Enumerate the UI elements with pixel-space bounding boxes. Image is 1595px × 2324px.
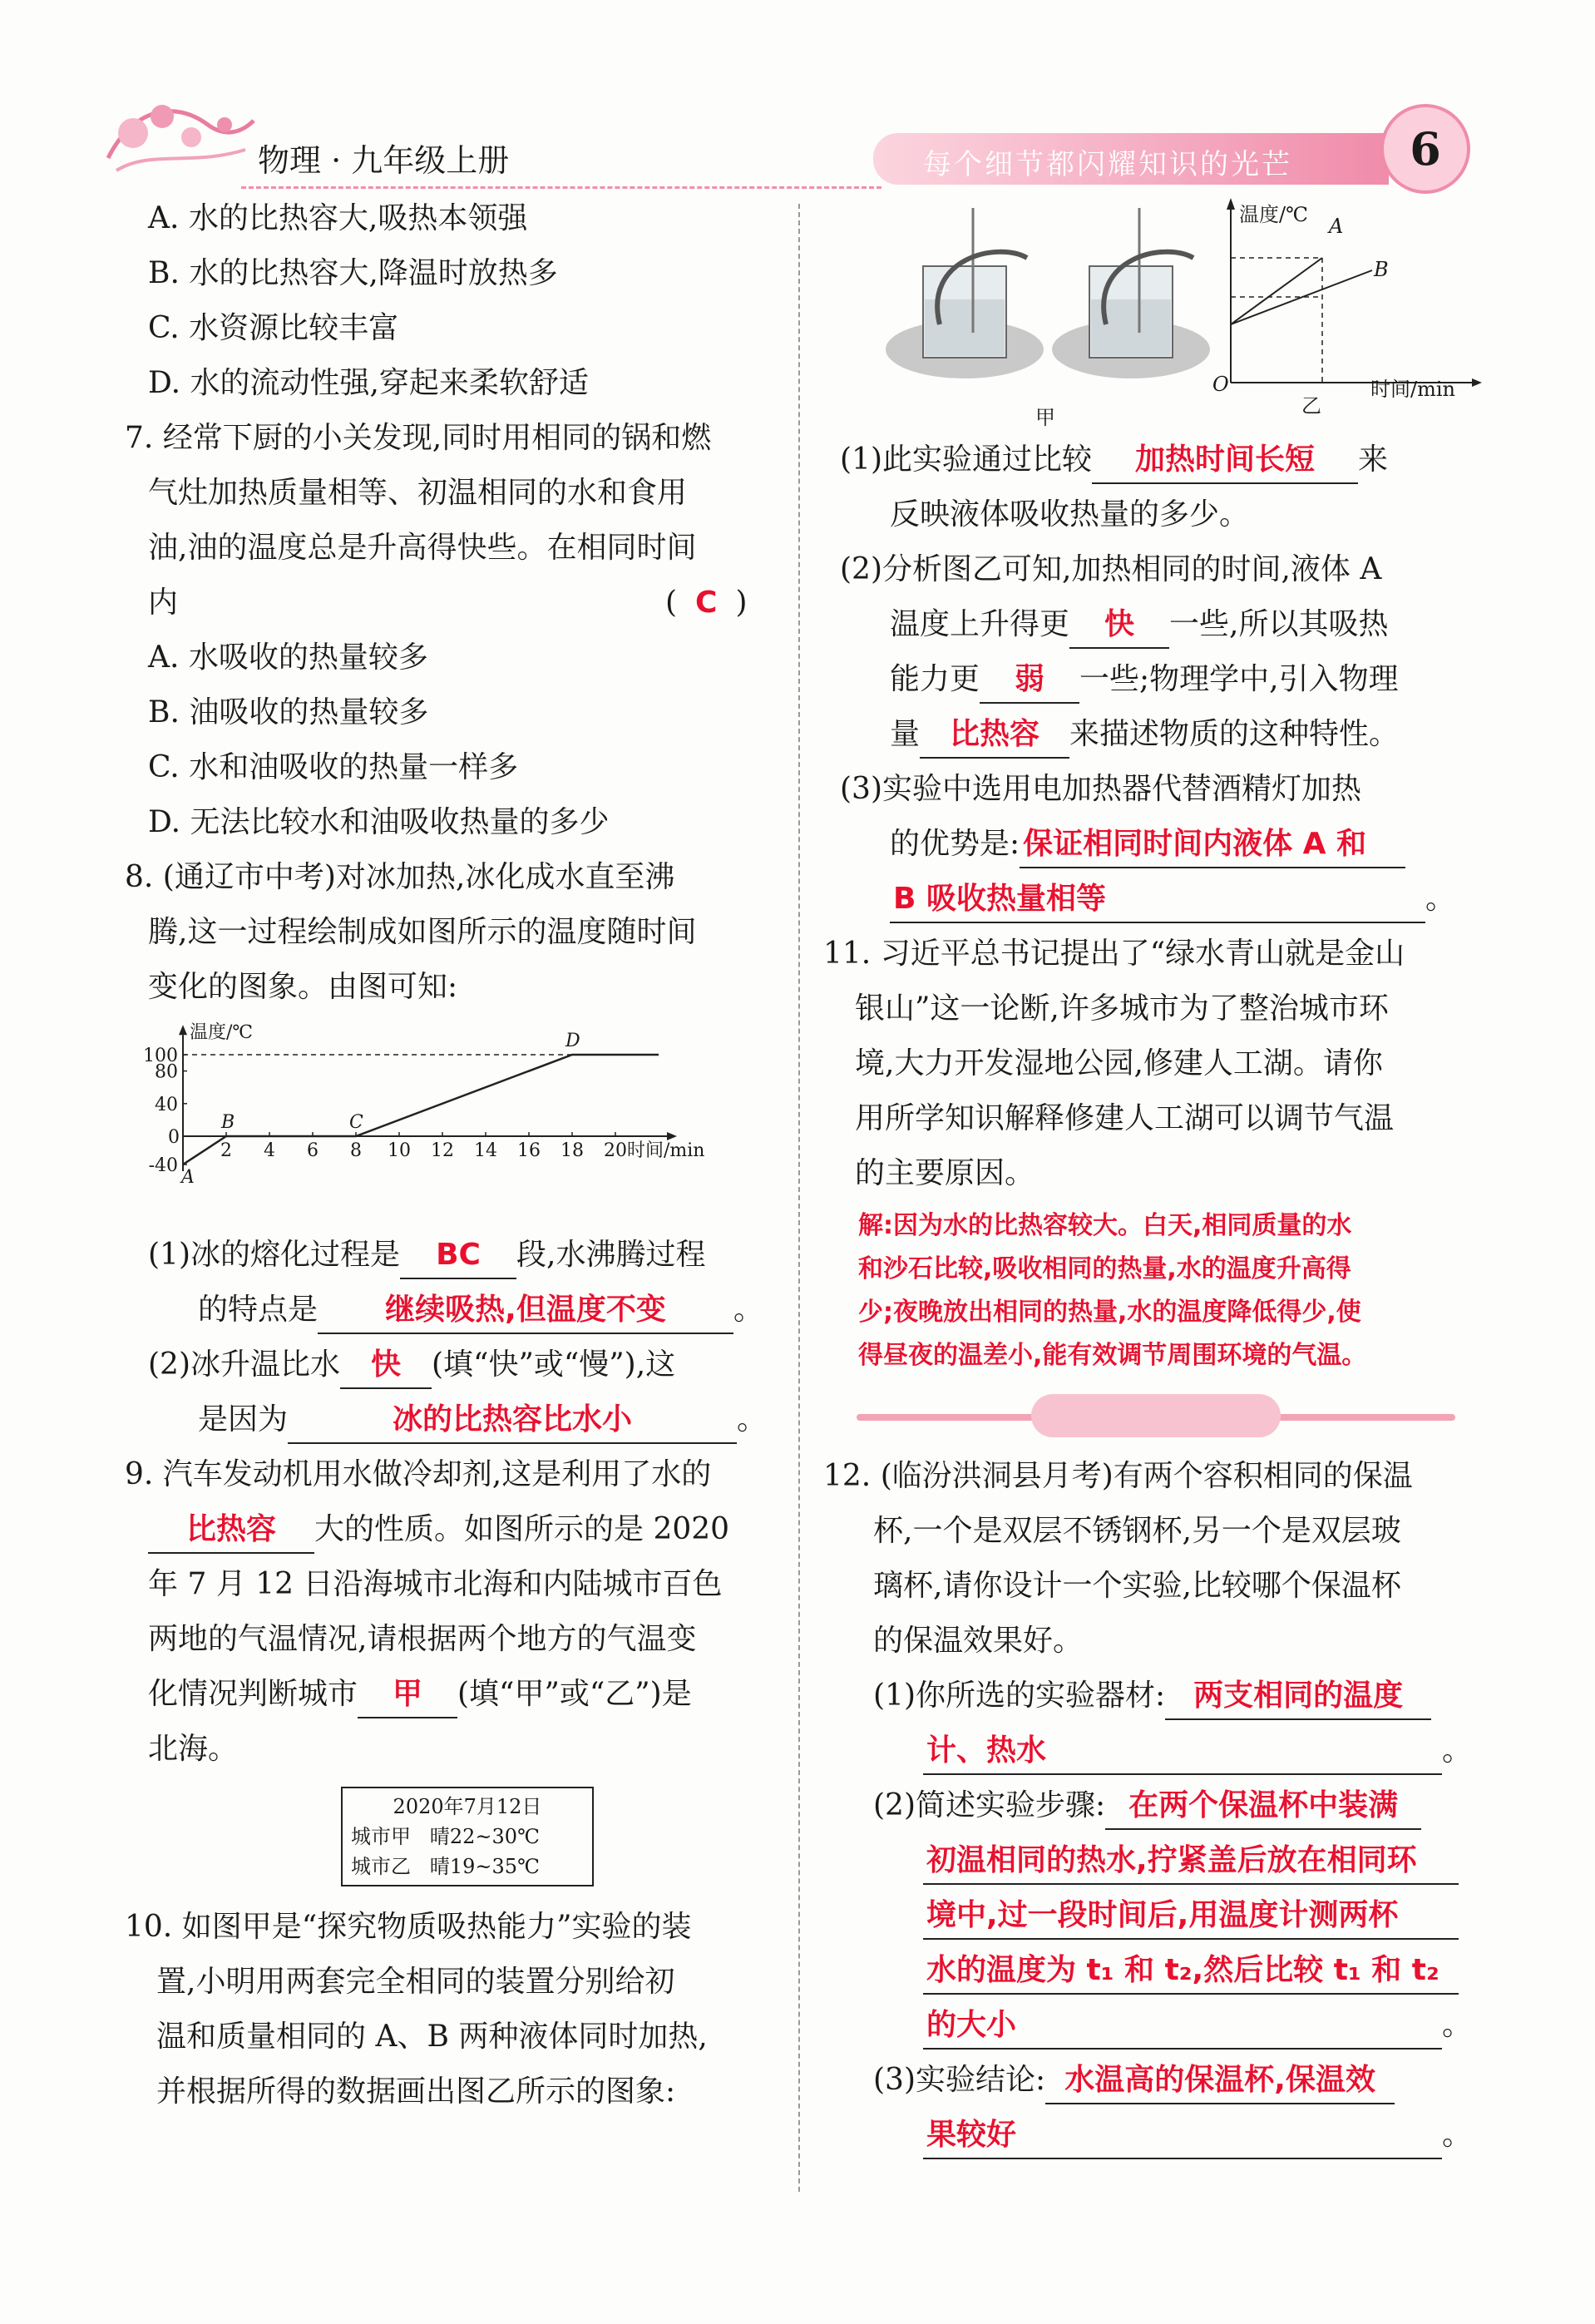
q9-line-4: 两地的气温情况,请根据两个地方的气温变 xyxy=(148,1622,697,1656)
q8-sub2-line1 xyxy=(125,1338,773,1392)
section-header-pill xyxy=(1031,1394,1281,1437)
q12-sub3-line2 xyxy=(823,2108,1489,2163)
q12-line-1: 12. (临汾洪洞县月考)有两个容积相同的保温 xyxy=(823,1459,1413,1493)
q10-sub2-line4 xyxy=(823,707,1489,762)
q10-sub2-text-g: 来描述物质的这种特性。 xyxy=(1069,717,1400,751)
q12-sub1-end: 。 xyxy=(1442,1733,1473,1768)
q11-answer-line-1: 解:因为水的比热容较大。白天,相同质量的水 xyxy=(858,1211,1352,1240)
q10-sub1-text-b: 来 xyxy=(1358,443,1389,477)
q9-text-5b: (填“甲”或“乙”)是 xyxy=(457,1677,692,1711)
q10-sub2-text-d: 能力更 xyxy=(890,662,980,696)
q12-sub2-answer-3: 境中,过一段时间后,用温度计测两杯 xyxy=(923,1893,1459,1940)
figure-label-jia: 甲 xyxy=(1035,406,1055,429)
x-tick-label: 4 xyxy=(264,1140,275,1161)
q10-line-2: 置,小明用两套完全相同的装置分别给初 xyxy=(156,1965,675,1999)
x-tick-label: 2 xyxy=(220,1140,232,1161)
q12-sub2-line3 xyxy=(823,1888,1489,1943)
q10-sub2-answer-1: 快 xyxy=(1069,602,1169,649)
q12-sub2-line1 xyxy=(823,1778,1489,1833)
apparatus-illustration xyxy=(881,208,1231,399)
x-tick-label: 8 xyxy=(350,1140,362,1161)
header-book-title: 物理 · 九年级上册 xyxy=(258,142,510,179)
q7-bracket-open: ( xyxy=(665,586,678,620)
q10-sub2-line2 xyxy=(823,597,1489,652)
q9-text-2: 大的性质。如图所示的是 2020 xyxy=(314,1512,730,1546)
q12-sub2-text-a: (2)简述实验步骤: xyxy=(873,1788,1106,1822)
q9-table-title: 2020年7月12日 xyxy=(393,1795,542,1818)
q8-sub2-text-a: (2)冰升温比水 xyxy=(148,1347,340,1382)
q7-line-1: 7. 经常下厨的小关发现,同时用相同的锅和燃 xyxy=(125,421,712,455)
q10-sub2-answer-3: 比热容 xyxy=(920,712,1069,759)
y-axis-label: 温度/℃ xyxy=(190,1022,254,1044)
q8-sub1-text-a: (1)冰的熔化过程是 xyxy=(148,1238,400,1272)
q11-line-4: 用所学知识解释修建人工湖可以调节气温 xyxy=(855,1101,1395,1135)
q10-sub1-line1 xyxy=(823,433,1489,487)
q12-sub3-answer-2: 果较好 xyxy=(923,2113,1442,2159)
column-divider xyxy=(798,204,800,2192)
q8-line-2: 腾,这一过程绘制成如图所示的温度随时间 xyxy=(148,915,697,949)
q12-line-3: 璃杯,请你设计一个实验,比较哪个保温杯 xyxy=(873,1569,1401,1603)
q9-line-6: 北海。 xyxy=(148,1732,239,1766)
q9-table-row-2: 城市乙 晴19~35℃ xyxy=(351,1855,540,1878)
q8-sub1-answer2: 继续吸热,但温度不变 xyxy=(318,1288,733,1334)
q6-option-b: B. 水的比热容大,降温时放热多 xyxy=(148,256,558,290)
q9-line-3: 年 7 月 12 日沿海城市北海和内陆城市百色 xyxy=(148,1567,723,1601)
point-label-b: B xyxy=(221,1112,235,1133)
q7-line-4 xyxy=(125,576,773,630)
q7-option-c: C. 水和油吸收的热量一样多 xyxy=(148,750,519,784)
q12-sub1-text-a: (1)你所选的实验器材: xyxy=(873,1679,1166,1713)
q10-sub2-answer-2: 弱 xyxy=(980,657,1079,704)
header-dashed-line xyxy=(241,186,881,189)
q12-line-4: 的保温效果好。 xyxy=(873,1624,1084,1658)
q10-sub2-line3 xyxy=(823,652,1489,707)
q10-sub3-answer-1: 保证相同时间内液体 A 和 xyxy=(1020,822,1405,868)
y-axis-arrow xyxy=(179,1025,187,1035)
q8-sub1-line2 xyxy=(125,1283,773,1338)
q8-sub2-text-b: (填“快”或“慢”),这 xyxy=(432,1347,676,1382)
q12-sub2-end: 。 xyxy=(1442,2008,1473,2042)
q12-sub2-line2 xyxy=(823,1833,1489,1888)
q8-sub2-line2 xyxy=(125,1392,773,1447)
q8-sub2-answer2: 冰的比热容比水小 xyxy=(288,1397,737,1444)
q8-sub1-end: 。 xyxy=(733,1293,764,1327)
q12-sub3-answer-1: 水温高的保温杯,保温效 xyxy=(1045,2058,1395,2104)
q10-sub2-text-c: 一些,所以其吸热 xyxy=(1169,607,1389,641)
q9-answer-2: 甲 xyxy=(358,1672,457,1718)
x-tick-label: 6 xyxy=(307,1140,319,1161)
q12-sub3-text-a: (3)实验结论: xyxy=(873,2063,1046,2097)
x-tick-label: 14 xyxy=(474,1140,497,1161)
q9-line-2 xyxy=(125,1502,773,1557)
x-tick-label: 20 xyxy=(604,1140,627,1161)
x-axis-label: 时间/min xyxy=(627,1140,705,1161)
ice-heating-chart xyxy=(143,1020,773,1228)
q6-option-a: A. 水的比热容大,吸热本领强 xyxy=(148,201,528,235)
y-tick-label: -40 xyxy=(148,1155,178,1176)
y-tick-label: 40 xyxy=(155,1094,178,1115)
q9-line-1: 9. 汽车发动机用水做冷却剂,这是利用了水的 xyxy=(125,1457,712,1491)
q11-answer-line-3: 少;夜晚放出相同的热量,水的温度降低得少,使 xyxy=(858,1298,1361,1327)
q12-sub1-line1 xyxy=(823,1669,1489,1723)
y-tick-label: 100 xyxy=(143,1046,178,1066)
q8-sub1-answer: BC xyxy=(400,1233,516,1279)
q10-sub3-answer-2: B 吸收热量相等 xyxy=(890,877,1425,923)
q8-sub2-end: 。 xyxy=(737,1402,768,1436)
temperature-series-line xyxy=(183,1055,659,1164)
graph-line-b-label: B xyxy=(1374,258,1389,281)
q7-stem-end: 内 xyxy=(148,586,179,620)
q12-sub1-answer-1: 两支相同的温度 xyxy=(1165,1674,1431,1720)
q7-answer-bracket xyxy=(665,576,748,630)
graph-y-label: 温度/℃ xyxy=(1239,203,1308,226)
q9-table-row-1: 城市甲 晴22~30℃ xyxy=(351,1825,540,1848)
q9-weather-table xyxy=(341,1787,594,1886)
point-label-d: D xyxy=(565,1031,580,1051)
q11-line-1: 11. 习近平总书记提出了“绿水青山就是金山 xyxy=(823,937,1405,971)
q12-line-2: 杯,一个是双层不锈钢杯,另一个是双层玻 xyxy=(873,1514,1401,1548)
q10-line-3: 温和质量相同的 A、B 两种液体同时加热, xyxy=(156,2020,708,2054)
q12-sub2-line4 xyxy=(823,1943,1489,1998)
q11-answer-line-2: 和沙石比较,吸收相同的热量,水的温度升高得 xyxy=(858,1254,1351,1283)
q10-figure xyxy=(823,191,1489,433)
q8-line-1: 8. (通辽市中考)对冰加热,冰化成水直至沸 xyxy=(125,860,675,894)
x-tick-label: 12 xyxy=(431,1140,454,1161)
q12-sub1-answer-2: 计、热水 xyxy=(923,1728,1442,1775)
x-tick-label: 10 xyxy=(388,1140,411,1161)
q6-option-c: C. 水资源比较丰富 xyxy=(148,311,399,345)
graph-origin-label: O xyxy=(1212,373,1229,396)
figure-label-yi: 乙 xyxy=(1301,394,1321,418)
q10-sub1-line2: 反映液体吸收热量的多少。 xyxy=(890,497,1250,532)
x-tick-label: 16 xyxy=(517,1140,541,1161)
q7-line-2: 气灶加热质量相等、初温相同的水和食用 xyxy=(148,476,688,510)
q12-sub1-line2 xyxy=(823,1723,1489,1778)
q6-option-d: D. 水的流动性强,穿起来柔软舒适 xyxy=(148,366,589,400)
q7-answer: C xyxy=(695,586,718,620)
q10-sub1-answer: 加热时间长短 xyxy=(1092,438,1358,484)
q12-sub2-answer-4: 水的温度为 t₁ 和 t₂,然后比较 t₁ 和 t₂ xyxy=(923,1948,1459,1995)
q12-sub2-answer-1: 在两个保温杯中装满 xyxy=(1105,1783,1421,1830)
graph-line-a-label: A xyxy=(1329,215,1344,238)
x-axis-arrow xyxy=(667,1132,677,1140)
x-tick-label: 18 xyxy=(560,1140,584,1161)
q7-option-d: D. 无法比较水和油吸收热量的多少 xyxy=(148,805,610,839)
q10-line-4: 并根据所得的数据画出图乙所示的图象: xyxy=(156,2074,676,2109)
q8-line-3: 变化的图象。由图可知: xyxy=(148,970,458,1004)
q11-line-2: 银山”这一论断,许多城市为了整治城市环 xyxy=(855,991,1389,1026)
q9-line-5 xyxy=(125,1667,773,1722)
q7-bracket-close: ) xyxy=(735,586,748,620)
header-slogan: 每个细节都闪耀知识的光芒 xyxy=(923,148,1292,181)
graph-x-label: 时间/min xyxy=(1370,378,1455,401)
ice-heating-chart-svg xyxy=(143,1020,732,1228)
q10-line-1: 10. 如图甲是“探究物质吸热能力”实验的装 xyxy=(125,1910,692,1944)
q10-sub2-line1: (2)分析图乙可知,加热相同的时间,液体 A xyxy=(840,552,1382,586)
q10-sub2-text-e: 一些;物理学中,引入物理 xyxy=(1079,662,1399,696)
q11-line-5: 的主要原因。 xyxy=(855,1156,1035,1190)
q12-sub2-line5 xyxy=(823,1998,1489,2053)
q7-line-3: 油,油的温度总是升高得快些。在相同时间 xyxy=(148,531,697,565)
q8-sub2-text-c: 是因为 xyxy=(198,1402,289,1436)
q8-sub2-answer: 快 xyxy=(340,1342,432,1389)
q12-sub3-line1 xyxy=(823,2053,1489,2108)
q12-sub2-answer-5: 的大小 xyxy=(923,2003,1442,2050)
q10-sub3-end: 。 xyxy=(1425,882,1456,916)
right-column xyxy=(823,191,1489,2163)
q12-sub3-end: 。 xyxy=(1442,2118,1473,2152)
y-tick-label: 80 xyxy=(155,1061,178,1083)
q9-text-5a: 化情况判断城市 xyxy=(148,1677,358,1711)
left-column xyxy=(125,191,773,2119)
q10-sub3-line2 xyxy=(823,817,1489,872)
q8-sub1-text-b: 段,水沸腾过程 xyxy=(516,1238,706,1272)
section-header xyxy=(857,1389,1455,1444)
q12-sub2-answer-2: 初温相同的热水,拧紧盖后放在相同环 xyxy=(923,1838,1459,1885)
point-label-a: A xyxy=(181,1167,195,1188)
origin-label: 0 xyxy=(168,1127,180,1148)
q8-sub1-line1 xyxy=(125,1228,773,1283)
q7-option-b: B. 油吸收的热量较多 xyxy=(148,695,429,729)
q11-line-3: 境,大力开发湿地公园,修建人工湖。请你 xyxy=(855,1046,1383,1080)
q10-sub3-line1: (3)实验中选用电加热器代替酒精灯加热 xyxy=(840,772,1361,806)
point-label-c: C xyxy=(349,1112,363,1133)
q10-sub3-text-b: 的优势是: xyxy=(890,827,1020,861)
q10-sub2-text-b: 温度上升得更 xyxy=(890,607,1070,641)
q8-sub1-text-c: 的特点是 xyxy=(198,1293,319,1327)
q11-answer-line-4: 得昼夜的温差小,能有效调节周围环境的气温。 xyxy=(858,1341,1367,1370)
q7-option-a: A. 水吸收的热量较多 xyxy=(148,640,428,675)
q10-sub1-text-a: (1)此实验通过比较 xyxy=(840,443,1092,477)
header-floral-ornament xyxy=(100,91,258,186)
q10-sub3-line3 xyxy=(823,872,1489,927)
q9-answer-1: 比热容 xyxy=(148,1507,314,1554)
page-number: 6 xyxy=(1410,122,1441,176)
q10-sub2-text-f: 量 xyxy=(890,717,921,751)
